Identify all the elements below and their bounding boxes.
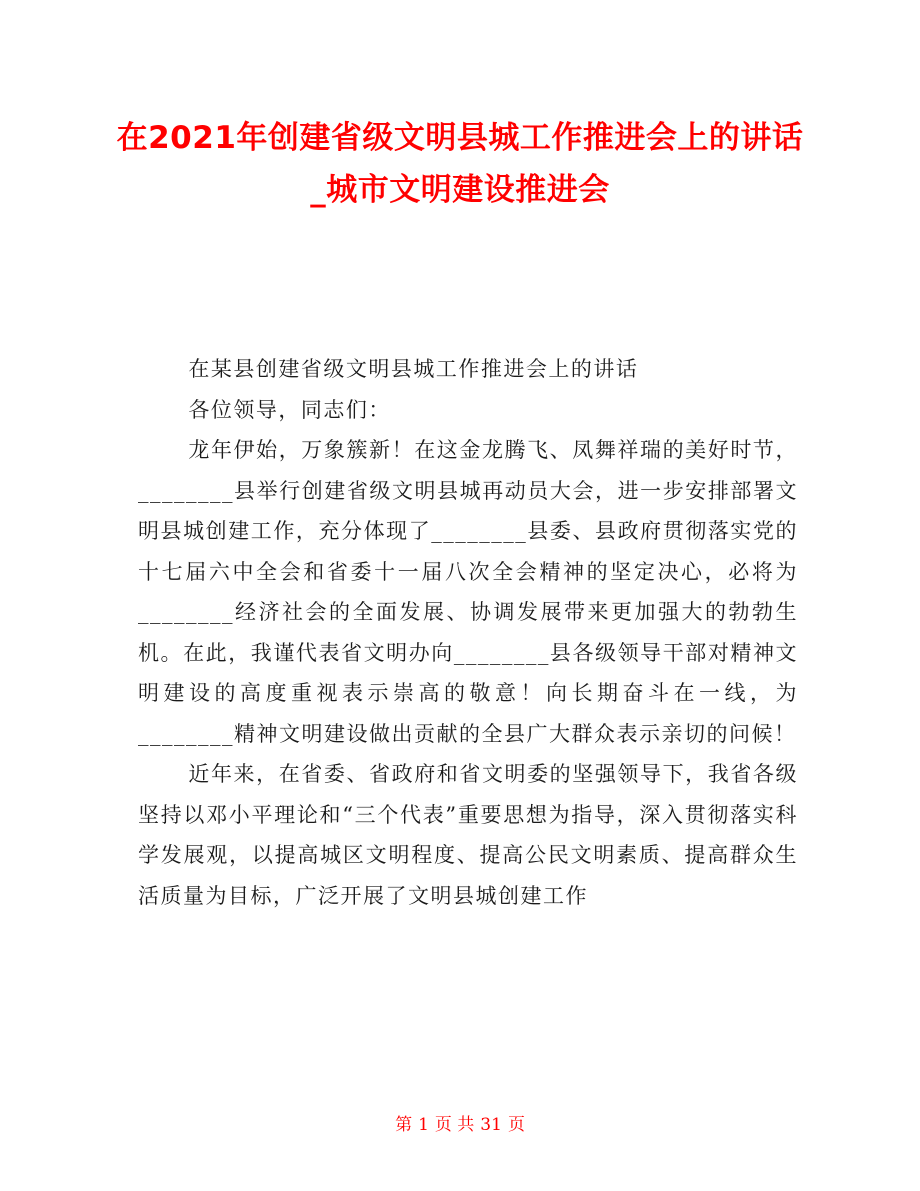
paragraph-recent-years: 近年来，在省委、省政府和省文明委的坚强领导下，我省各级坚持以邓小平理论和“三个代表”重要思想为指导，深入贯彻落实科学发展观，以提高城区文明程度、提高公民文明素质、提高群众生活质量为目标，广泛开展了文明县城创建工作 xyxy=(138,762,798,908)
document-title: 在2021年创建省级文明县城工作推进会上的讲话_城市文明建设推进会 xyxy=(116,120,804,208)
footer-suffix: 页 xyxy=(507,1115,525,1135)
footer-total-pages: 31 xyxy=(480,1115,502,1135)
footer-prefix: 第 xyxy=(395,1115,413,1135)
paragraph-subtitle: 在某县创建省级文明县城工作推进会上的讲话 xyxy=(188,357,639,381)
page-footer xyxy=(0,1113,920,1137)
footer-middle: 页 共 xyxy=(434,1115,475,1135)
document-body xyxy=(138,349,798,916)
paragraph-salutation: 各位领导，同志们： xyxy=(188,397,391,422)
paragraph-opening: 龙年伊始，万象簇新！在这金龙腾飞、凤舞祥瑞的美好时节，________县举行创建省级文明县城再动员大会，进一步安排部署文明县城创建工作，充分体现了________县委、县政府贯彻落实党的十七届六中全会和省委十一届八次全会精神的坚定决心，必将为________经济社会的全面发展、协调发展带来更加强大的勃勃生机。在此，我谨代表省文明办向________县各级领导干部对精神文明建设的高度重视表示崇高的敬意！向长期奋斗在一线，为________精神文明建设做出贡献的全县广大群众表示亲切的问候！ xyxy=(138,438,798,746)
footer-current-page: 1 xyxy=(418,1115,429,1135)
